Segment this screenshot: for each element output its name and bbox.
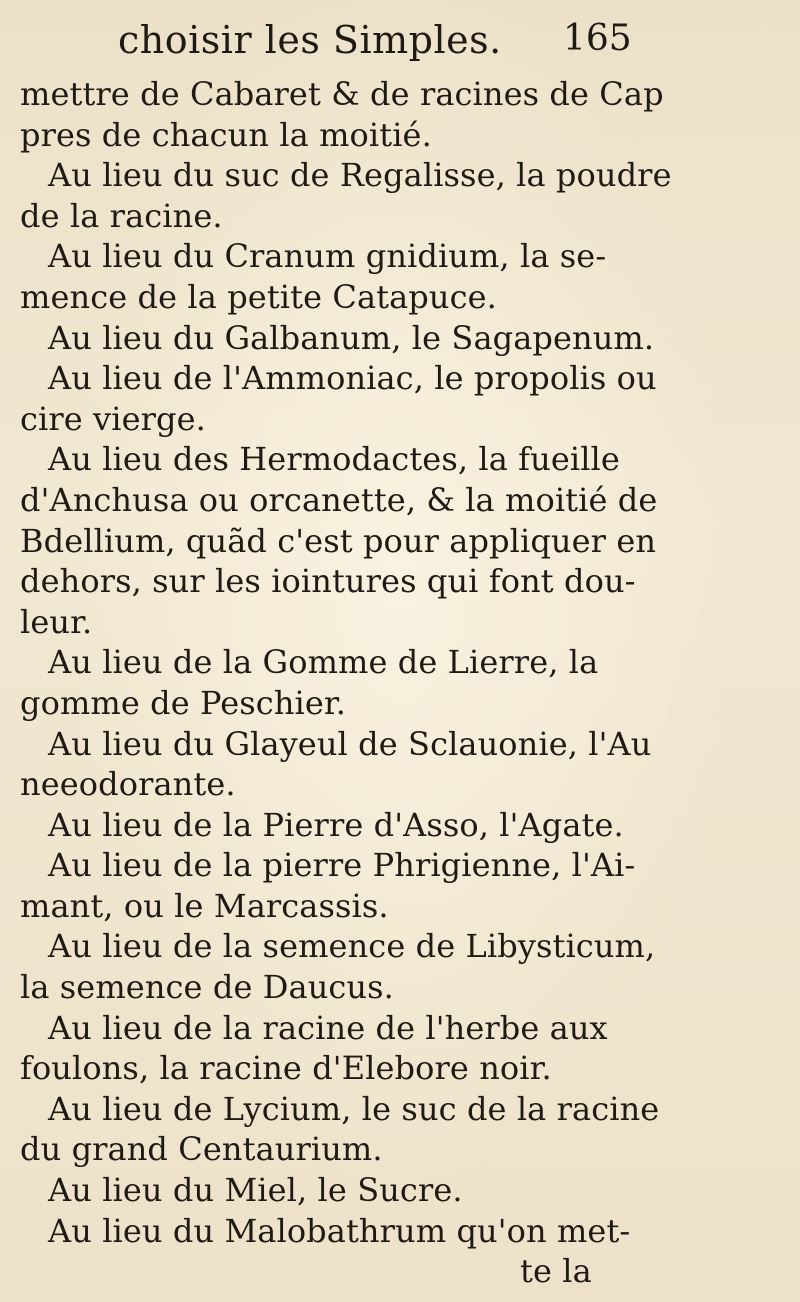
text-line: Au lieu du Glayeul de Sclauonie, l'Au (48, 724, 652, 763)
text-line: gomme de Peschier. (20, 683, 347, 722)
text-line: Au lieu de la Gomme de Lierre, la (48, 643, 599, 682)
page-header (0, 14, 800, 70)
text-line: Au lieu du suc de Regalisse, la poudre (48, 156, 672, 195)
text-line: Au lieu de l'Ammoniac, le propolis ou (48, 359, 657, 398)
text-line: la semence de Daucus. (20, 968, 394, 1007)
text-line: du grand Centaurium. (20, 1130, 383, 1169)
text-line: dehors, sur les iointures qui font dou- (20, 562, 636, 601)
text-line: Au lieu de la racine de l'herbe aux (48, 1008, 608, 1047)
text-line: Bdellium, quãd c'est pour appliquer en (20, 521, 657, 560)
text-line: Au lieu du Miel, le Sucre. (48, 1171, 463, 1210)
text-line: Au lieu de la Pierre d'Asso, l'Agate. (48, 805, 624, 844)
text-line: Au lieu du Cranum gnidium, la se- (48, 237, 607, 276)
text-line: foulons, la racine d'Elebore noir. (20, 1049, 552, 1088)
text-line: Au lieu de la pierre Phrigienne, l'Ai- (48, 846, 636, 885)
text-line: Au lieu de la semence de Libysticum, (48, 927, 656, 966)
text-line: mettre de Cabaret & de racines de Cap (20, 75, 664, 113)
text-line: Au lieu du Galbanum, le Sagapenum. (48, 318, 655, 357)
text-line: neeodorante. (20, 765, 236, 804)
text-line: mant, ou le Marcassis. (20, 886, 389, 925)
page-body-text (20, 74, 790, 1292)
text-line: cire vierge. (20, 399, 206, 438)
running-head: choisir les Simples. (118, 18, 502, 62)
text-line: Au lieu de Lycium, le suc de la racine (48, 1089, 660, 1128)
text-line: Au lieu du Malobathrum qu'on met- (48, 1211, 631, 1250)
catchword: te la (520, 1252, 592, 1291)
text-line: pres de chacun la moitié. (20, 115, 432, 154)
text-line: leur. (20, 602, 93, 641)
text-line: Au lieu des Hermodactes, la fueille (48, 440, 620, 479)
text-line: mence de la petite Catapuce. (20, 277, 497, 316)
text-line: de la racine. (20, 196, 223, 235)
text-line: d'Anchusa ou orcanette, & la moitié de (20, 480, 658, 519)
page-number: 165 (563, 18, 632, 59)
